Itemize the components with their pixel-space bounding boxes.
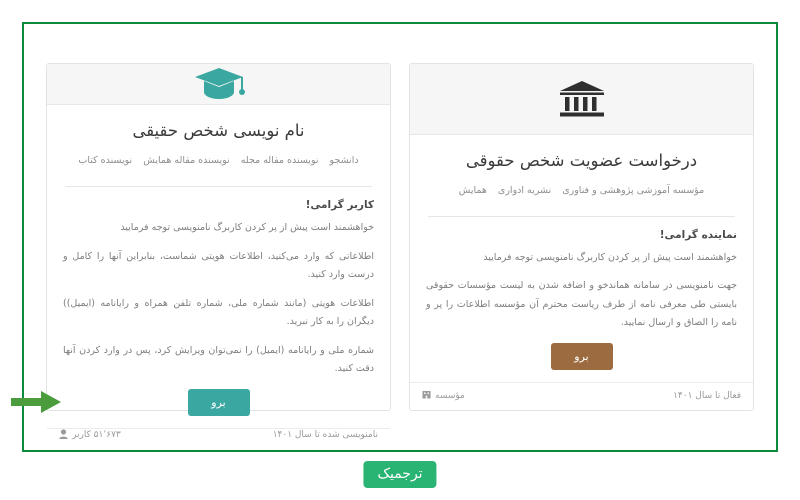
tag: نویسنده مقاله همایش [143,155,230,167]
divider [65,186,372,187]
footer-count-label: مؤسسه [435,391,465,402]
note-text: جهت نامنویسی در سامانه هماندخو و اضافه شدن به لیست مؤسسات حقوقی بایستی طی معرفی نامه از طرف ریاست محترم آن مؤسسه اطلاعات را پر و نامه را الصاق و ارسال نمایید. [426,280,737,329]
card-title: درخواست عضویت شخص حقوقی [465,150,698,170]
note-text: اطلاعاتی که وارد می‌کنید، اطلاعات هویتی شماست، بنابراین آنها را کامل و درست وارد کنید. [63,250,374,281]
card-body [47,105,390,428]
tag: مؤسسه آموزشی پژوهشی و فناوری [562,184,705,196]
pointer-arrow-icon [11,389,63,415]
divider [428,216,735,217]
card-real-person[interactable] [46,63,391,441]
cta-wrap [63,389,374,416]
card-header [410,64,753,135]
footer-count [59,429,121,442]
go-button-legal-person[interactable]: برو [551,343,613,370]
lead-text: خواهشمند است پیش از پر کردن کاربرگ نامنویسی توجه فرمایید [120,222,374,234]
card-footer [410,382,753,410]
bank-icon [558,79,606,119]
tag: نویسنده کتاب [78,155,133,167]
greeting-text: کاربر گرامی! [305,199,374,212]
lead-text: خواهشمند است پیش از پر کردن کاربرگ نامنویسی توجه فرمایید [483,251,737,263]
cta-wrap [426,343,737,370]
footer-status: فعال تا سال ۱۴۰۱ [673,391,741,402]
tag: همایش [458,184,487,196]
content-frame [22,22,778,452]
note-text: اطلاعات هویتی (مانند شماره ملی، شماره تلفن همراه و رایانامه (ایمیل)) دیگران را به کار نبرید. [63,297,374,328]
card-body [410,135,753,382]
go-button-real-person[interactable]: برو [188,389,250,416]
user-icon [59,429,68,442]
note-text: شماره ملی و رایانامه (ایمیل) را نمی‌توان ویرایش کرد، پس در وارد کردن آنها دقت کنید. [63,344,374,375]
greeting-text: نماینده گرامی! [659,228,737,241]
footer-status: نامنویسی شده تا سال ۱۴۰۱ [272,430,378,441]
tag: نویسنده مقاله مجله [240,155,319,167]
tag: نشریه ادواری [497,184,552,196]
graduation-cap-icon [192,64,246,104]
cards-container [24,24,776,450]
card-legal-person[interactable] [409,63,754,411]
card-footer [47,428,390,442]
building-icon [422,390,431,402]
card-tags [63,152,374,170]
footer-count-label: ۵۱٬۶۷۳ کاربر [72,430,121,441]
card-tags [426,182,737,200]
footer-count [422,390,465,402]
card-title: نام نویسی شخص حقیقی [132,121,305,140]
tag: دانشجو [329,155,359,167]
card-header [47,64,390,105]
brand-logo: ترجمیک [363,461,436,488]
